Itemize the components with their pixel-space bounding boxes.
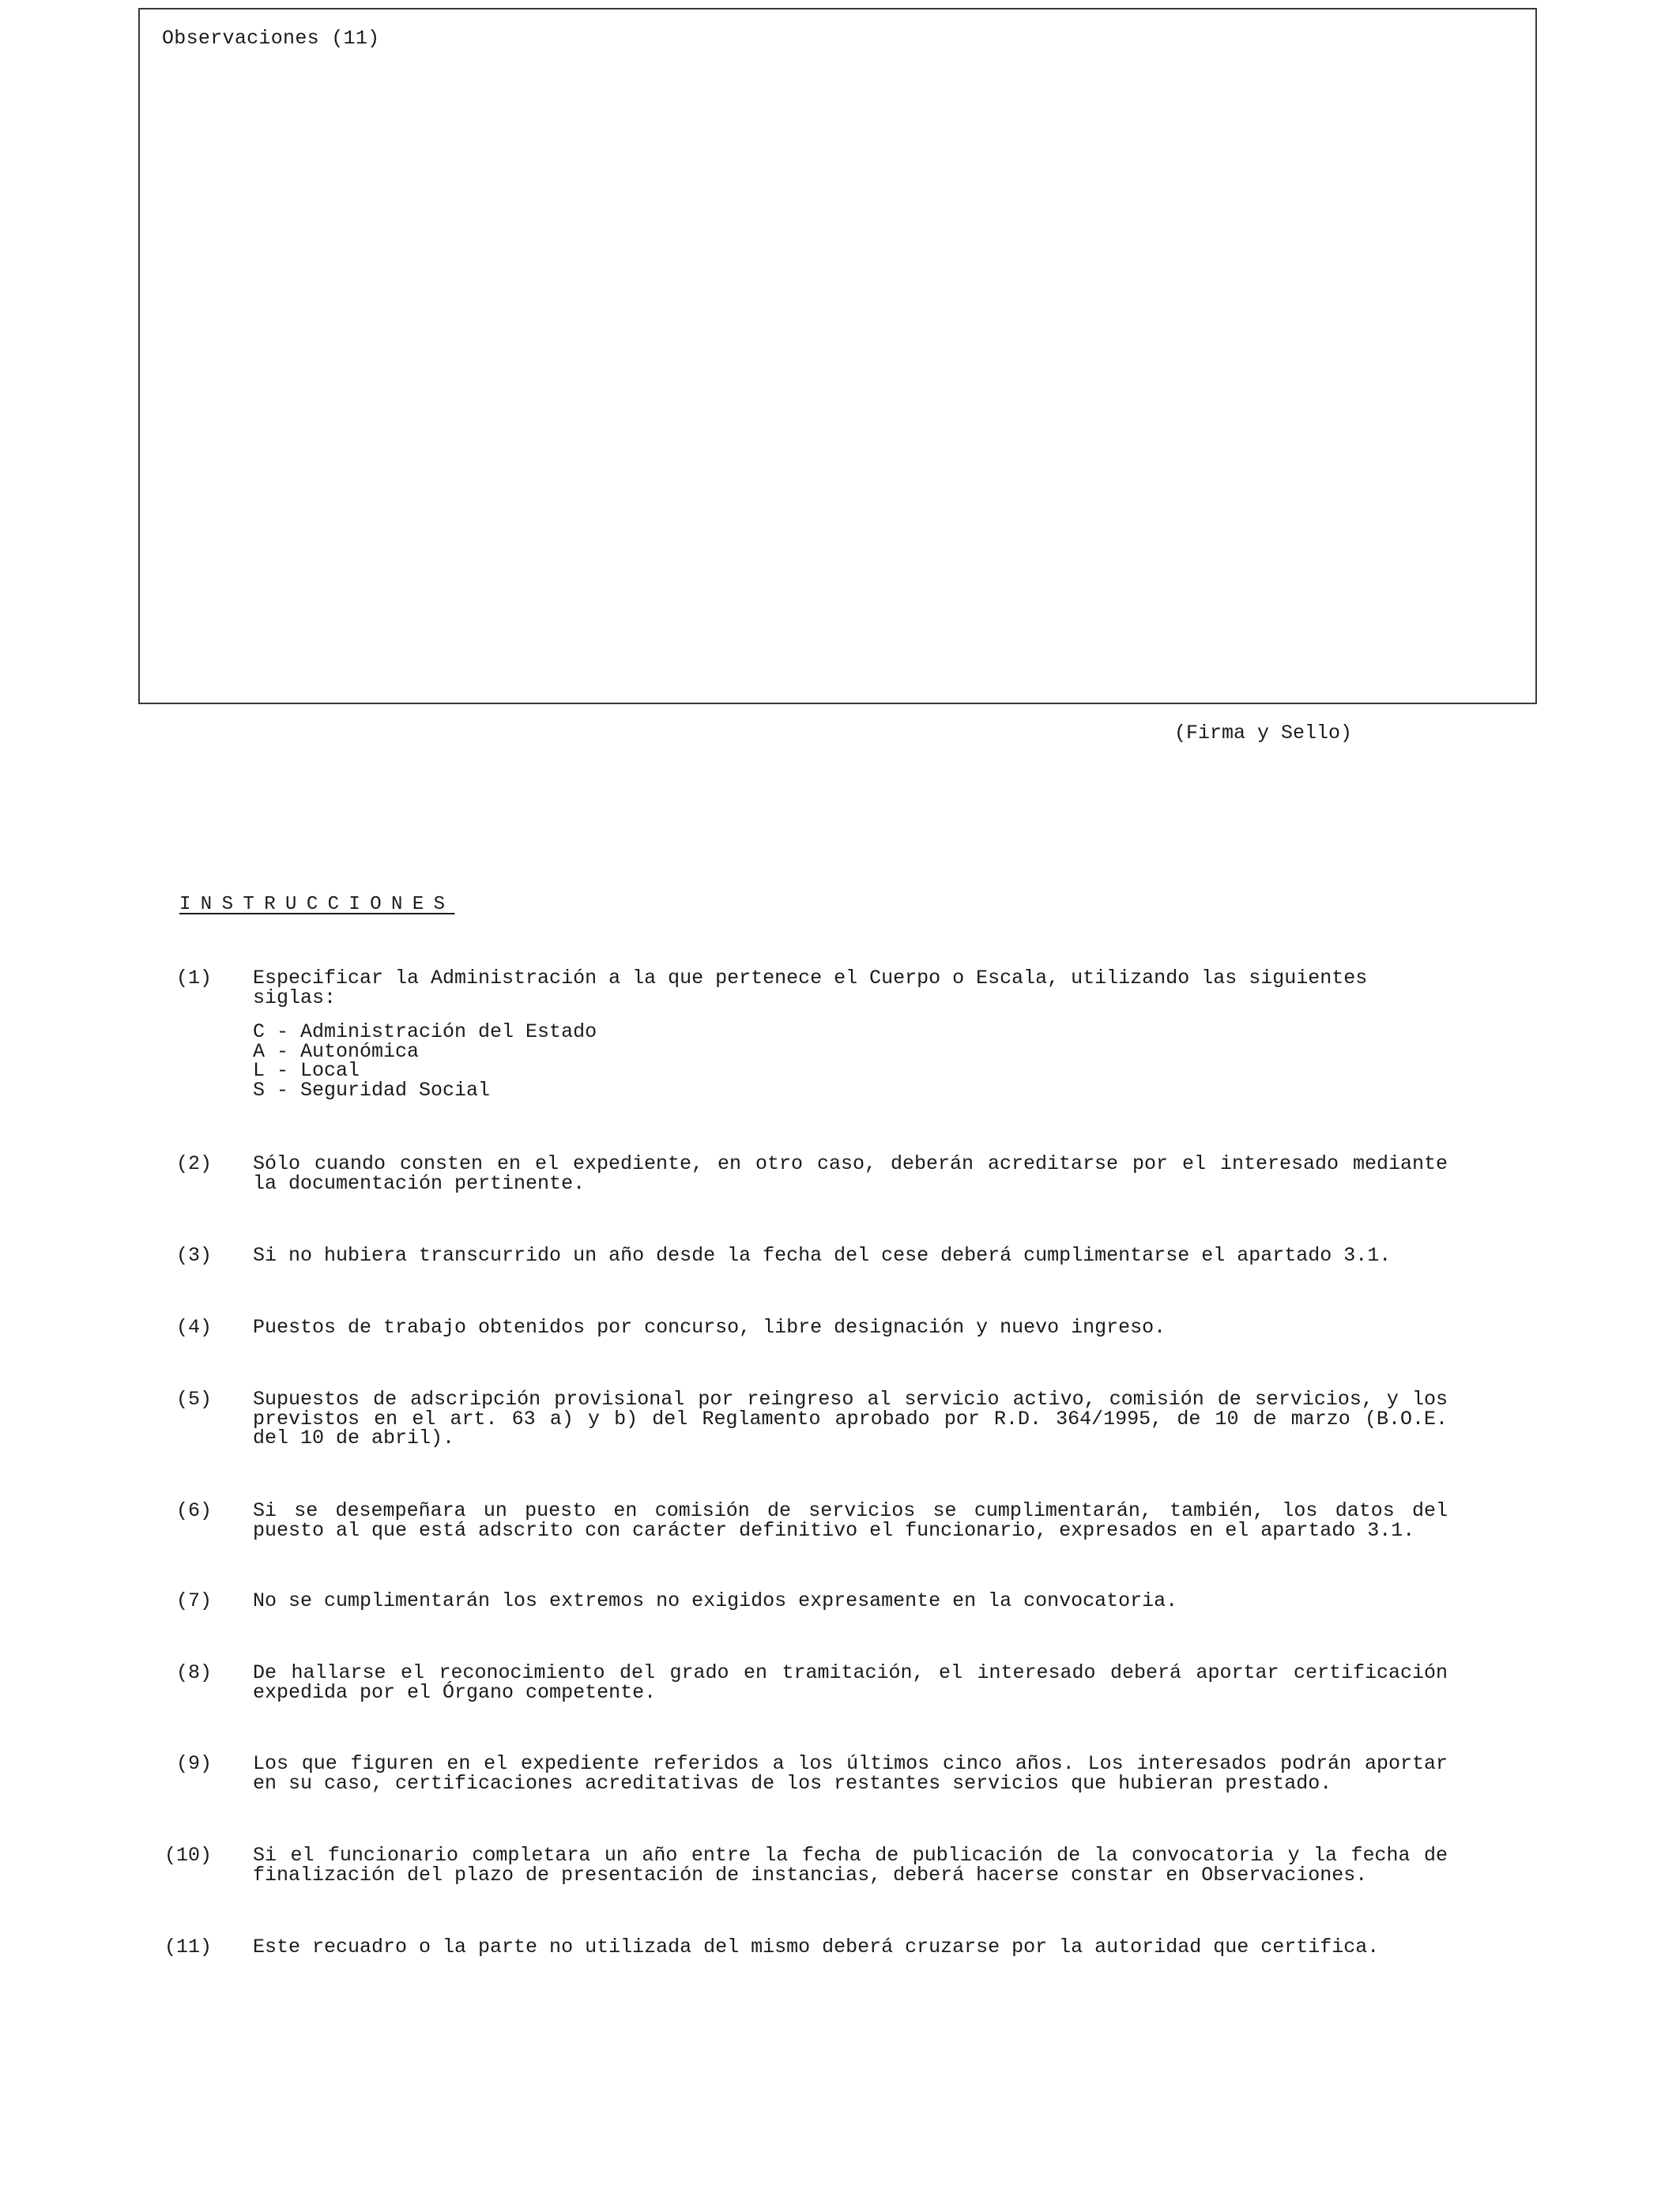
instruction-number: (9) <box>175 1752 212 1775</box>
instruction-text: Puestos de trabajo obtenidos por concurso, libre designación y nuevo ingreso. <box>253 1316 1166 1339</box>
instruction-text: Supuestos de adscripción provisional por reingreso al servicio activo, comisión de servicios, y los previstos en el art. 63 a) y b) del Reglamento aprobado por R.D. 364/1995, de 10 de marzo (B.O.E. del 10 de abril). <box>253 1388 1448 1449</box>
sigla-item: C - Administración del Estado <box>253 1020 597 1043</box>
instruction-text: Los que figuren en el expediente referidos a los últimos cinco años. Los interesados podrán aportar en su caso, certificaciones acreditativas de los restantes servicios que hubieran prestado. <box>253 1752 1448 1795</box>
instruction-text: Si no hubiera transcurrido un año desde la fecha del cese deberá cumplimentarse el apartado 3.1. <box>253 1244 1392 1267</box>
instruction-number: (11) <box>164 1936 212 1958</box>
sigla-item: A - Autonómica <box>253 1039 420 1063</box>
siglas-list <box>253 1020 597 1102</box>
instruction-text: Este recuadro o la parte no utilizada del mismo deberá cruzarse por la autoridad que certifica. <box>253 1936 1380 1958</box>
instruction-text: Si se desempeñara un puesto en comisión de servicios se cumplimentarán, también, los datos del puesto al que está adscrito con carácter definitivo el funcionario, expresados en el apartado 3.1. <box>253 1499 1448 1542</box>
observaciones-box <box>138 8 1537 704</box>
instruction-text: De hallarse el reconocimiento del grado en tramitación, el interesado deberá aportar certificación expedida por el Órgano competente. <box>253 1661 1448 1704</box>
instruction-number: (5) <box>175 1388 212 1411</box>
firma-sello-label: (Firma y Sello) <box>1174 722 1353 745</box>
instruction-number: (4) <box>175 1316 212 1339</box>
instrucciones-heading: INSTRUCCIONES <box>179 894 455 915</box>
observaciones-label: Observaciones (11) <box>162 27 380 50</box>
instruction-number: (6) <box>175 1499 212 1522</box>
instruction-number: (2) <box>175 1152 212 1175</box>
instruction-text: No se cumplimentarán los extremos no exigidos expresamente en la convocatoria. <box>253 1589 1178 1612</box>
instruction-number: (1) <box>175 967 212 990</box>
sigla-item: L - Local <box>253 1059 360 1082</box>
instruction-number: (3) <box>175 1244 212 1267</box>
instruction-text: Sólo cuando consten en el expediente, en otro caso, deberán acreditarse por el interesado mediante la documentación pertinente. <box>253 1152 1448 1195</box>
instruction-number: (8) <box>175 1661 212 1684</box>
instruction-text: Si el funcionario completara un año entre la fecha de publicación de la convocatoria y la fecha de finalización del plazo de presentación de instancias, deberá hacerse constar en Observaciones. <box>253 1844 1448 1887</box>
instruction-text: Especificar la Administración a la que pertenece el Cuerpo o Escala, utilizando las siguientes siglas: <box>253 967 1368 1009</box>
instruction-number: (7) <box>175 1589 212 1612</box>
instruction-number: (10) <box>164 1844 212 1867</box>
sigla-item: S - Seguridad Social <box>253 1078 491 1102</box>
